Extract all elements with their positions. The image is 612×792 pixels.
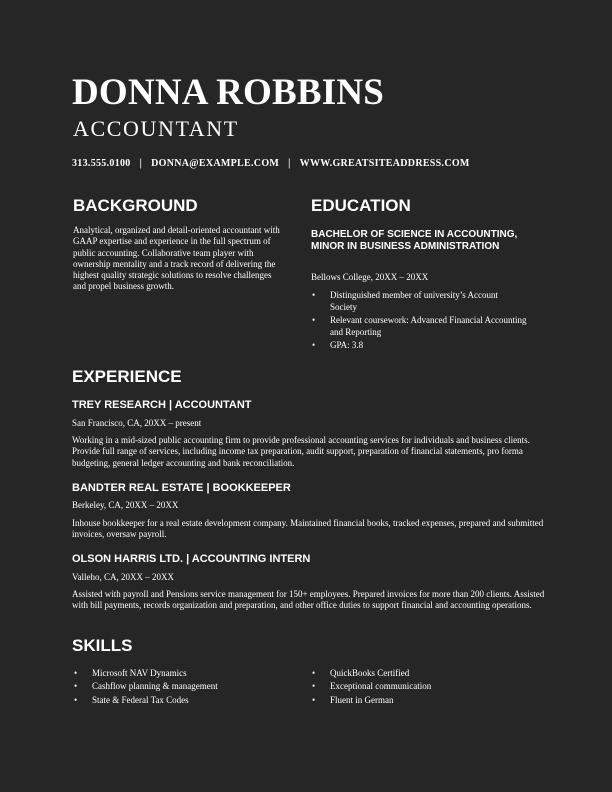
job-description-3: Assisted with payroll and Pensions service management for 150+ employees. Prepared invoices for more than 200 clients. Assisted with bill payments, records organization and preparation, and other office duties to support financial and accounting operations.: [72, 589, 545, 611]
experience-heading: EXPERIENCE: [72, 367, 182, 386]
email-address: DONNA@EXAMPLE.COM: [151, 158, 280, 169]
list-item: • Fluent in German: [312, 694, 532, 707]
job-title-1: TREY RESEARCH | ACCOUNTANT: [72, 399, 252, 411]
job-title-2: BANDTER REAL ESTATE | BOOKKEEPER: [72, 482, 291, 494]
job-location-3: Valleho, CA, 20XX – 20XX: [72, 572, 174, 582]
list-item: • Distinguished member of university’s Account Society: [312, 289, 527, 313]
job-description-1: Working in a mid-sized public accounting firm to provide professional accounting services for individuals and business clients. Provide full range of services, including income tax preparation, audit support, preparation of financial statements, pro forma budgeting, general ledger accounting and bank reconciliation.: [72, 435, 530, 468]
education-school: Bellows College, 20XX – 20XX: [311, 272, 429, 282]
contact-line: [72, 157, 470, 170]
list-item: • QuickBooks Certified: [312, 667, 532, 680]
job-title-3: OLSON HARRIS LTD. | ACCOUNTING INTERN: [72, 553, 311, 565]
skills-heading: SKILLS: [72, 636, 133, 655]
list-item: • Microsoft NAV Dynamics: [74, 667, 294, 680]
skills-list-left: [74, 667, 294, 707]
background-text: Analytical, organized and detail-oriented accountant with GAAP expertise and experience in the full spectrum of public accounting. Collaborative team player with ownership mentality and a track record of delivering the highest quality strategic solutions to resolve challenges and propel business growth.: [73, 225, 280, 292]
website-address: WWW.GREATSITEADDRESS.COM: [299, 158, 470, 169]
education-bullets: [312, 289, 527, 351]
candidate-name: DONNA ROBBINS: [72, 72, 385, 113]
phone-number: 313.555.0100: [72, 158, 131, 169]
skills-list-right: [312, 667, 532, 707]
job-location-2: Berkeley, CA, 20XX – 20XX: [72, 500, 179, 510]
background-heading: BACKGROUND: [73, 196, 198, 215]
education-heading: EDUCATION: [311, 196, 411, 215]
list-item: • Exceptional communication: [312, 680, 532, 693]
contact-separator: |: [139, 158, 143, 169]
education-degree: BACHELOR OF SCIENCE IN ACCOUNTING, MINOR IN BUSINESS ADMINISTRATION: [311, 229, 518, 253]
list-item: • Cashflow planning & management: [74, 680, 294, 693]
job-description-2: Inhouse bookkeeper for a real estate development company. Maintained financial books, tracked expenses, prepared and submitted invoices, oversaw payroll.: [72, 518, 544, 540]
list-item: • State & Federal Tax Codes: [74, 694, 294, 707]
job-location-1: San Francisco, CA, 20XX – present: [72, 418, 202, 428]
job-title: ACCOUNTANT: [73, 116, 239, 141]
list-item: • GPA: 3.8: [312, 339, 527, 351]
list-item: • Relevant coursework: Advanced Financial Accounting and Reporting: [312, 314, 527, 338]
contact-separator: |: [288, 158, 291, 169]
